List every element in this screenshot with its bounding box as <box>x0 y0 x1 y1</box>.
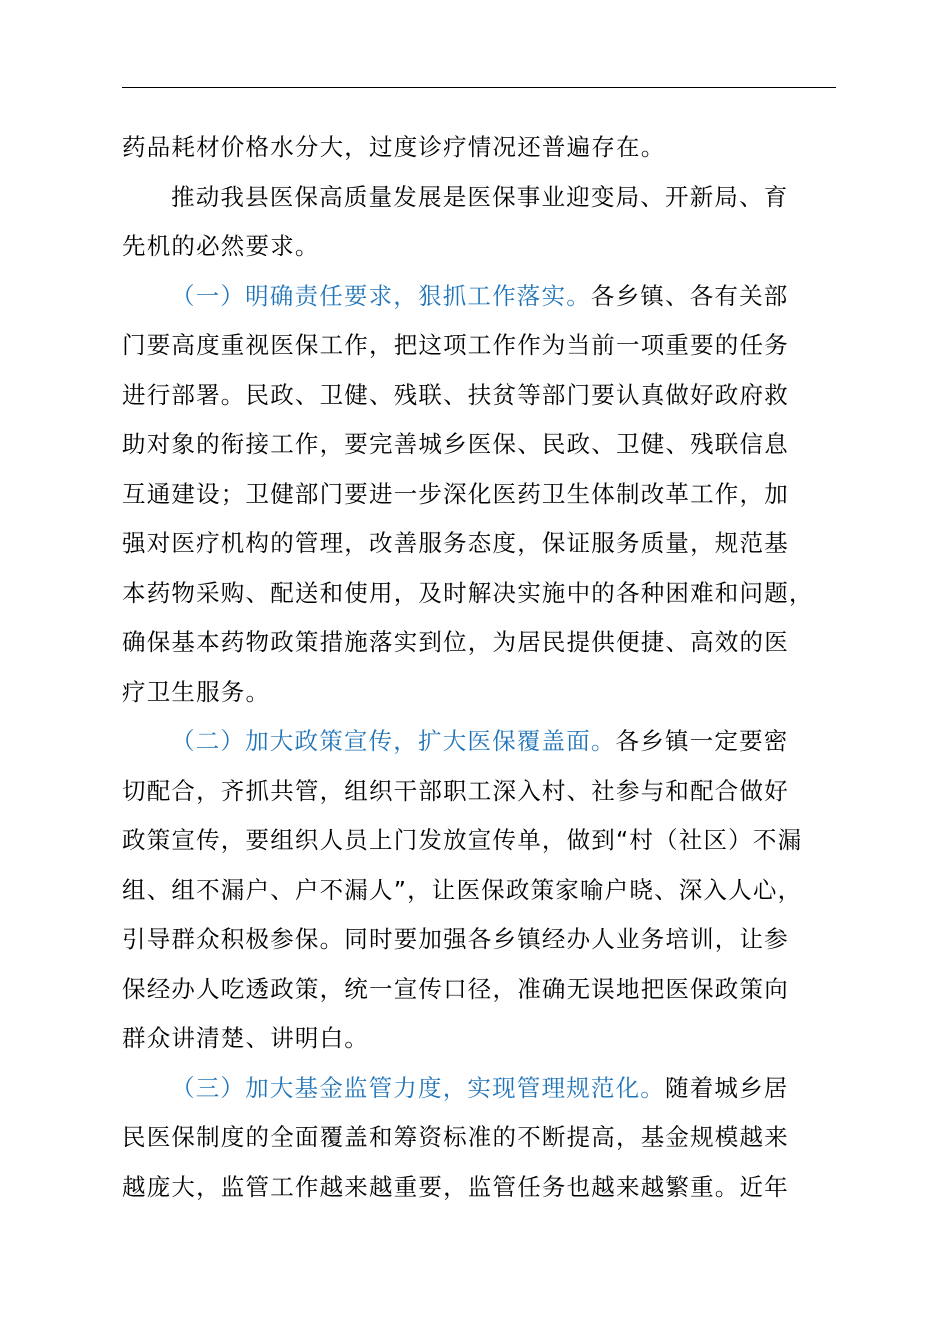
text-line: 保经办人吃透政策，统一宣传口径，准确无误地把医保政策向 <box>122 974 789 1003</box>
text-line: 民医保制度的全面覆盖和筹资标准的不断提高，基金规模越来 <box>122 1123 789 1151</box>
text-line: 确保基本药物政策措施落实到位，为居民提供便捷、高效的医 <box>122 628 789 656</box>
heading-line-rest: 各乡镇、各有关部 <box>590 281 789 310</box>
text-line: 助对象的衔接工作，要完善城乡医保、民政、卫健、残联信息 <box>122 430 789 458</box>
text-line: 推动我县医保高质量发展是医保事业迎变局、开新局、育 <box>171 182 789 211</box>
text-line: 越庞大，监管工作越来越重要，监管任务也越来越繁重。近年 <box>122 1172 789 1201</box>
heading-line-rest: 各乡镇一定要密 <box>615 727 789 755</box>
text-line: 药品耗材价格水分大，过度诊疗情况还普遍存在。 <box>122 133 666 161</box>
text-line: 群众讲清楚、讲明白。 <box>122 1024 369 1052</box>
text-line: 切配合，齐抓共管，组织干部职工深入村、社参与和配合做好 <box>122 776 789 805</box>
section-heading-line <box>122 1064 836 1114</box>
text-line: 进行部署。民政、卫健、残联、扶贫等部门要认真做好政府救 <box>122 380 789 409</box>
text-line: 政策宣传，要组织人员上门发放宣传单，做到“村（社区）不漏 <box>122 826 803 854</box>
section-heading: （二）加大政策宣传，扩大医保覆盖面。 <box>171 727 616 755</box>
text-line: 组、组不漏户、户不漏人”，让医保政策家喻户晓、深入人心， <box>122 875 803 904</box>
section-heading: （一）明确责任要求，狠抓工作落实。 <box>171 281 591 310</box>
text-line: 疗卫生服务。 <box>122 677 271 706</box>
heading-line-rest: 随着城乡居 <box>665 1073 789 1102</box>
text-line: 本药物采购、配送和使用，及时解决实施中的各种困难和问题， <box>122 578 814 607</box>
text-line: 引导群众积极参保。同时要加强各乡镇经办人业务培训，让参 <box>122 925 789 953</box>
header-rule <box>122 87 836 88</box>
text-line: 门要高度重视医保工作，把这项工作作为当前一项重要的任务 <box>122 331 789 359</box>
document-body <box>122 123 836 1212</box>
text-line: 先机的必然要求。 <box>122 232 320 260</box>
text-line: 强对医疗机构的管理，改善服务态度，保证服务质量，规范基 <box>122 529 789 557</box>
section-heading-line <box>122 272 836 322</box>
text-line: 互通建设；卫健部门要进一步深化医药卫生体制改革工作，加 <box>122 479 789 508</box>
section-heading: （三）加大基金监管力度，实现管理规范化。 <box>171 1073 665 1102</box>
section-heading-line <box>122 717 836 767</box>
